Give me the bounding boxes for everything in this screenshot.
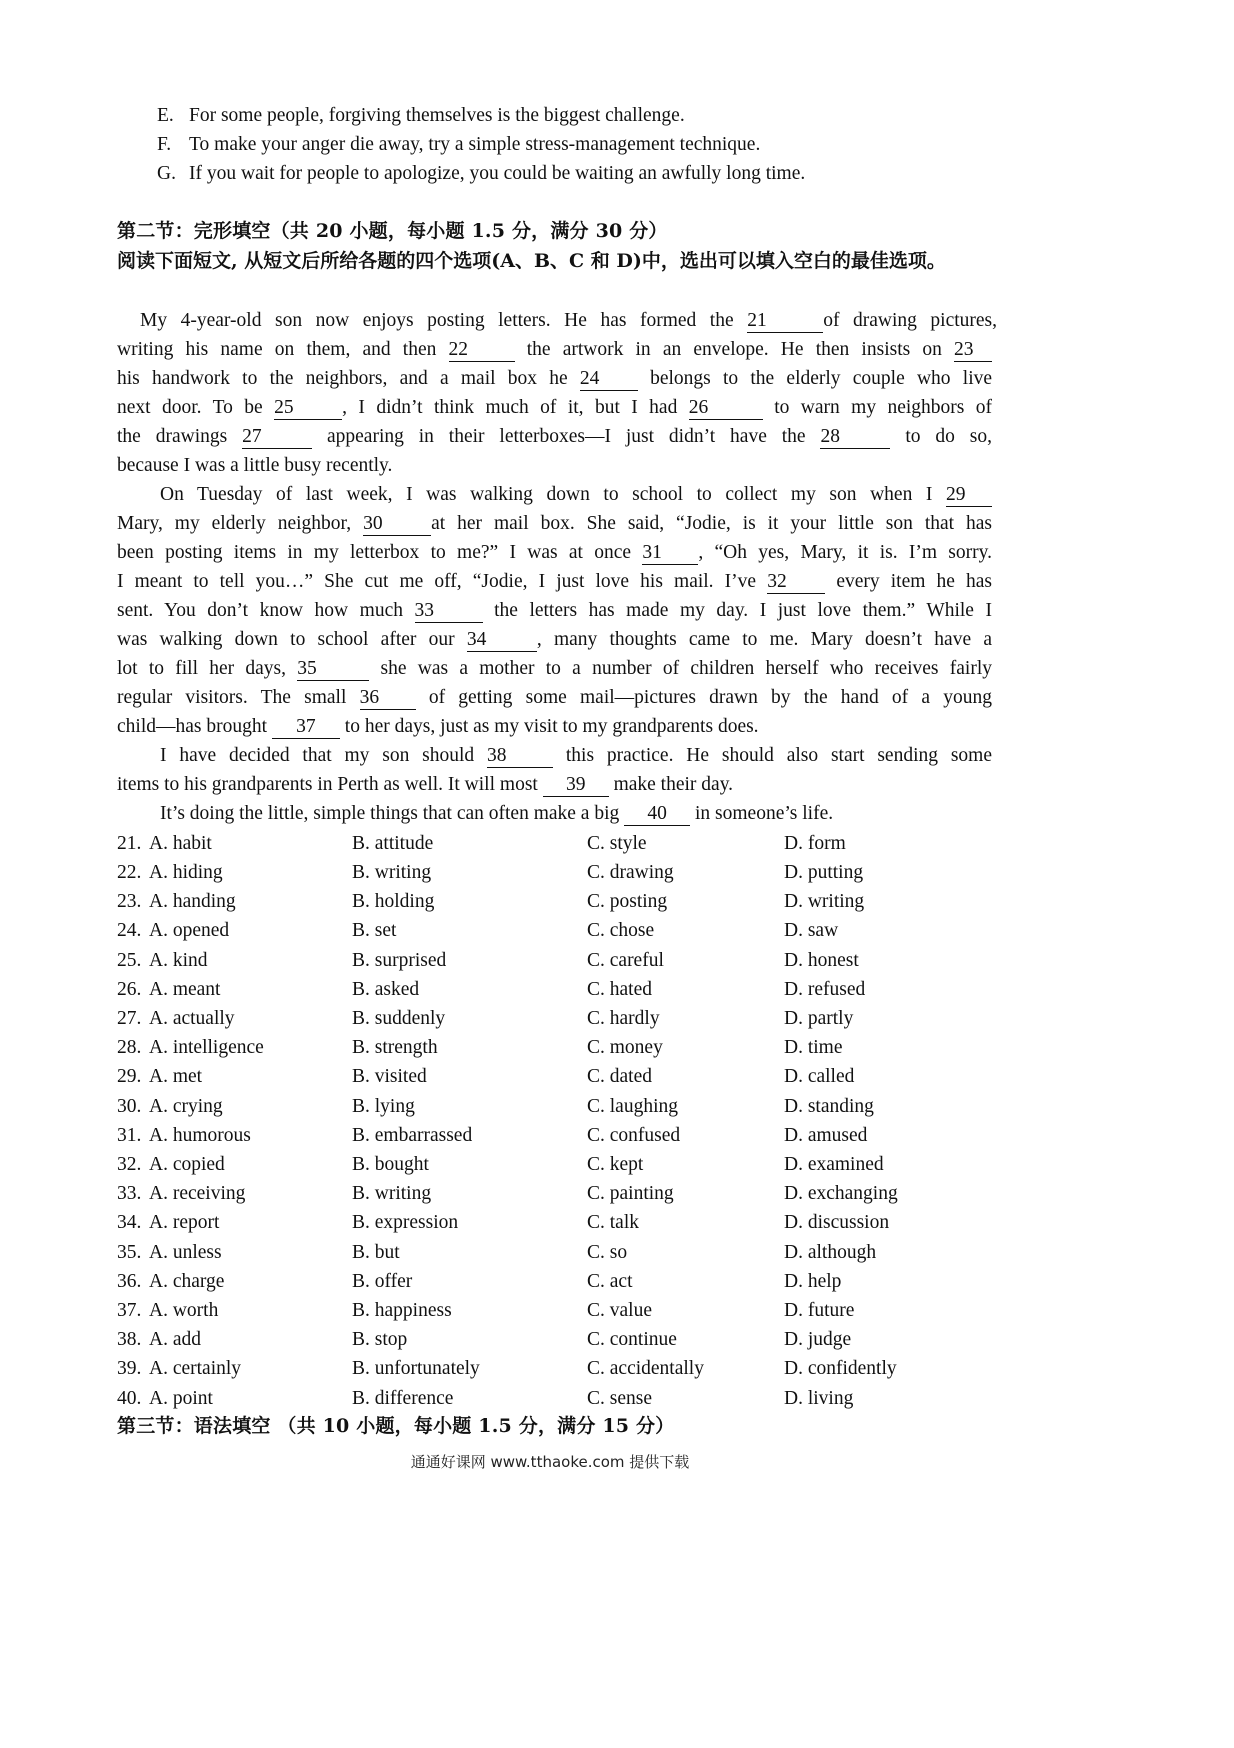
passage-line: items to his grandparents in Perth as well. It will most 39 make their day.	[117, 774, 734, 795]
option-b: B. difference	[352, 1388, 454, 1409]
question-number: 35.	[117, 1242, 142, 1263]
question-number: 22.	[117, 862, 142, 883]
option-letter: E.	[157, 105, 174, 126]
option-c: C. hardly	[587, 1008, 660, 1029]
option-b: B. visited	[352, 1066, 427, 1087]
option-c: C. act	[587, 1271, 633, 1292]
option-c: C. posting	[587, 891, 668, 912]
blank-23: 23	[954, 339, 992, 362]
option-d: D. confidently	[784, 1358, 897, 1379]
option-a: A. opened	[149, 920, 230, 941]
option-d: D. time	[784, 1037, 843, 1058]
passage-line: because I was a little busy recently.	[117, 455, 393, 476]
option-a: A. receiving	[149, 1183, 246, 1204]
option-b: B. set	[352, 920, 397, 941]
option-b: B. lying	[352, 1096, 415, 1117]
question-number: 30.	[117, 1096, 142, 1117]
option-d: D. future	[784, 1300, 855, 1321]
blank-22: 22	[449, 339, 515, 362]
blank-21: 21	[747, 310, 823, 333]
passage-line: My 4-year-old son now enjoys posting letters. He has formed the 21 of drawing pictures,	[140, 310, 998, 331]
option-b: B. happiness	[352, 1300, 452, 1321]
option-f	[157, 130, 1032, 159]
question-number: 38.	[117, 1329, 142, 1350]
passage-line: On Tuesday of last week, I was walking down to school to collect my son when I 29	[160, 480, 992, 509]
question-number: 24.	[117, 920, 142, 941]
option-d: D. form	[784, 833, 846, 854]
option-a: A. meant	[149, 979, 221, 1000]
option-d: D. standing	[784, 1096, 874, 1117]
option-a: A. worth	[149, 1300, 219, 1321]
option-c: C. accidentally	[587, 1358, 704, 1379]
question-number: 37.	[117, 1300, 142, 1321]
option-b: B. stop	[352, 1329, 408, 1350]
option-b: B. attitude	[352, 833, 434, 854]
option-a: A. humorous	[149, 1125, 251, 1146]
option-b: B. writing	[352, 862, 432, 883]
option-d: D. amused	[784, 1125, 868, 1146]
option-b: B. asked	[352, 979, 420, 1000]
option-d: D. examined	[784, 1154, 884, 1175]
option-a: A. met	[149, 1066, 203, 1087]
passage-line: the drawings 27 appearing in their letterboxes—I just didn’t have the 28 to do so,	[117, 426, 993, 447]
option-a: A. charge	[149, 1271, 225, 1292]
option-b: B. but	[352, 1242, 400, 1263]
question-number: 39.	[117, 1358, 142, 1379]
option-d: D. honest	[784, 950, 859, 971]
option-d: D. called	[784, 1066, 855, 1087]
question-number: 29.	[117, 1066, 142, 1087]
blank-28: 28	[820, 426, 890, 449]
blank-32: 32	[767, 571, 825, 594]
blank-24: 24	[580, 368, 638, 391]
blank-35: 35	[297, 658, 369, 681]
passage-line: writing his name on them, and then 22 the artwork in an envelope. He then insists on 23	[117, 335, 992, 364]
option-a: A. unless	[149, 1242, 222, 1263]
blank-37: 37	[272, 716, 340, 739]
question-number: 28.	[117, 1037, 142, 1058]
option-c: C. sense	[587, 1388, 652, 1409]
option-d: D. living	[784, 1388, 854, 1409]
blank-34: 34	[467, 629, 537, 652]
option-b: B. suddenly	[352, 1008, 446, 1029]
question-number: 25.	[117, 950, 142, 971]
passage-line: been posting items in my letterbox to me?” I was at once 31 , “Oh yes, Mary, it is. I’m sorry.	[117, 542, 992, 563]
option-b: B. writing	[352, 1183, 432, 1204]
option-a: A. kind	[149, 950, 208, 971]
option-a: A. report	[149, 1212, 220, 1233]
blank-30: 30	[363, 513, 431, 536]
option-c: C. talk	[587, 1212, 639, 1233]
option-c: C. kept	[587, 1154, 644, 1175]
option-d: D. partly	[784, 1008, 854, 1029]
blank-36: 36	[360, 687, 416, 710]
option-b: B. unfortunately	[352, 1358, 480, 1379]
option-e	[157, 101, 1032, 130]
blank-40: 40	[624, 803, 690, 826]
option-g	[157, 159, 1032, 188]
option-c: C. hated	[587, 979, 652, 1000]
page-footer: 通通好课网 www.tthaoke.com 提供下载	[410, 1453, 690, 1471]
blank-38: 38	[487, 745, 553, 768]
blank-25: 25	[274, 397, 342, 420]
passage-line: lot to fill her days, 35 she was a mother to a number of children herself who receives fairly	[117, 658, 992, 679]
option-c: C. careful	[587, 950, 664, 971]
option-c: C. painting	[587, 1183, 674, 1204]
question-number: 40.	[117, 1388, 142, 1409]
option-a: A. intelligence	[149, 1037, 264, 1058]
passage-line: regular visitors. The small 36 of getting some mail—pictures drawn by the hand of a young	[117, 687, 993, 708]
option-c: C. value	[587, 1300, 652, 1321]
passage-line: I meant to tell you…” She cut me off, “Jodie, I just love his mail. I’ve 32 every item he has	[117, 571, 993, 592]
option-b: B. holding	[352, 891, 435, 912]
option-b: B. embarrassed	[352, 1125, 473, 1146]
option-b: B. surprised	[352, 950, 447, 971]
option-d: D. writing	[784, 891, 865, 912]
option-c: C. dated	[587, 1066, 652, 1087]
option-c: C. confused	[587, 1125, 681, 1146]
question-number: 23.	[117, 891, 142, 912]
option-b: B. strength	[352, 1037, 438, 1058]
passage-line: next door. To be 25 , I didn’t think much of it, but I had 26 to warn my neighbors of	[117, 397, 993, 418]
option-a: A. certainly	[149, 1358, 242, 1379]
option-a: A. habit	[149, 833, 212, 854]
blank-33: 33	[415, 600, 483, 623]
option-letter: F.	[157, 134, 172, 155]
option-a: A. copied	[149, 1154, 225, 1175]
blank-27: 27	[242, 426, 312, 449]
section2-instruction: 阅读下面短文, 从短文后所给各题的四个选项(A、B、C 和 D)中，选出可以填入空白的最佳选项。	[117, 250, 946, 272]
option-d: D. judge	[784, 1329, 852, 1350]
option-c: C. so	[587, 1242, 628, 1263]
blank-29: 29	[946, 484, 992, 507]
section3-title: 第三节：语法填空 （共 10 小题，每小题 1.5 分，满分 15 分）	[117, 1415, 675, 1437]
option-a: A. hiding	[149, 862, 223, 883]
option-text: To make your anger die away, try a simple stress-management technique.	[189, 134, 761, 155]
option-a: A. add	[149, 1329, 201, 1350]
question-number: 32.	[117, 1154, 142, 1175]
option-text: If you wait for people to apologize, you could be waiting an awfully long time.	[189, 163, 806, 184]
option-b: B. bought	[352, 1154, 429, 1175]
option-d: D. exchanging	[784, 1183, 898, 1204]
option-c: C. laughing	[587, 1096, 678, 1117]
option-d: D. help	[784, 1271, 842, 1292]
passage-line: his handwork to the neighbors, and a mail box he 24 belongs to the elderly couple who live	[117, 368, 993, 389]
blank-26: 26	[689, 397, 763, 420]
section2-title: 第二节：完形填空（共 20 小题，每小题 1.5 分，满分 30 分）	[117, 220, 668, 242]
blank-31: 31	[642, 542, 698, 565]
passage-line: child—has brought 37 to her days, just as my visit to my grandparents does.	[117, 716, 759, 737]
question-number: 33.	[117, 1183, 142, 1204]
question-number: 27.	[117, 1008, 142, 1029]
option-d: D. putting	[784, 862, 864, 883]
option-c: C. chose	[587, 920, 655, 941]
option-d: D. although	[784, 1242, 877, 1263]
option-b: B. expression	[352, 1212, 459, 1233]
option-c: C. continue	[587, 1329, 677, 1350]
option-a: A. crying	[149, 1096, 223, 1117]
option-c: C. money	[587, 1037, 663, 1058]
blank-39: 39	[543, 774, 609, 797]
question-number: 36.	[117, 1271, 142, 1292]
question-number: 34.	[117, 1212, 142, 1233]
passage-line: sent. You don’t know how much 33 the letters has made my day. I just love them.” While I	[117, 600, 993, 621]
option-letter: G.	[157, 163, 176, 184]
option-text: For some people, forgiving themselves is the biggest challenge.	[189, 105, 685, 126]
question-number: 31.	[117, 1125, 142, 1146]
option-c: C. drawing	[587, 862, 674, 883]
option-d: D. refused	[784, 979, 866, 1000]
passage-line: It’s doing the little, simple things that can often make a big 40 in someone’s life.	[160, 803, 834, 824]
option-b: B. offer	[352, 1271, 413, 1292]
option-a: A. actually	[149, 1008, 235, 1029]
passage-line: was walking down to school after our 34 , many thoughts came to me. Mary doesn’t have a	[117, 629, 992, 650]
passage-line: I have decided that my son should 38 this practice. He should also start sending some	[160, 745, 992, 766]
question-number: 26.	[117, 979, 142, 1000]
option-c: C. style	[587, 833, 647, 854]
option-d: D. saw	[784, 920, 839, 941]
option-d: D. discussion	[784, 1212, 890, 1233]
option-a: A. point	[149, 1388, 213, 1409]
question-number: 21.	[117, 833, 142, 854]
option-a: A. handing	[149, 891, 236, 912]
passage-line: Mary, my elderly neighbor, 30 at her mail box. She said, “Jodie, is it your little son that has	[117, 513, 993, 534]
